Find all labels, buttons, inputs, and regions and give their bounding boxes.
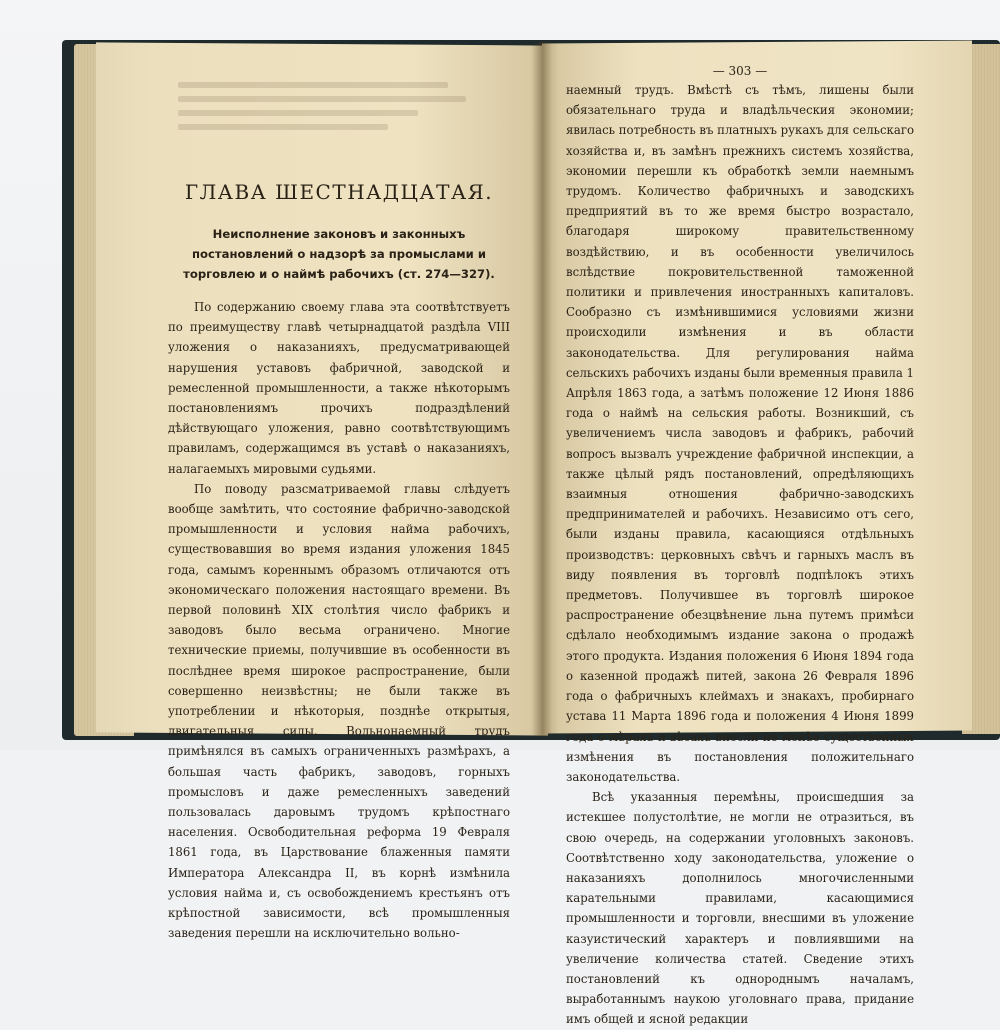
book-gutter xyxy=(532,42,552,736)
left-paragraph-2: По поводу разсматриваемой главы слѣдуетъ вообще замѣтить, что состояние фабрично-заводской промышленности и условия найма рабочихъ, существовавшия во время издания уложения 1845 года, самымъ кореннымъ образомъ отличаются отъ экономическаго положения настоящаго времени. Въ первой половинѣ XIX столѣтия число фабрикъ и заводовъ было весьма ограничено. Многие технические приемы, получившие въ особенности въ послѣднее время широкое распространение, были совершенно неизвѣстны; не были также въ употреблении и нѣкоторыя, позднѣе открытыя, двигательныя силы. Вольнонаемный трудъ примѣнялся въ самыхъ ограниченныхъ размѣрахъ, а большая часть фабрикъ, заводовъ, горныхъ промысловъ и даже ремесленныхъ заведений пользовалась даровымъ трудомъ крѣпостнаго населения. Освободительная реформа 19 Февраля 1861 года, въ Царствование блаженныя памяти Императора Александра II, въ корнѣ измѣнила условия найма и, съ освобождениемъ крестьянъ отъ крѣпостной зависимости, всѣ промышленныя заведения перешли на исключительно вольно- xyxy=(168,481,510,941)
left-page-text xyxy=(168,180,510,944)
page-number: — 303 — xyxy=(712,64,768,78)
chapter-subtitle: Неисполнение законовъ и законныхъ постановлений о надзорѣ за промыслами и торговлею и о наймѣ рабочихъ (ст. 274—327). xyxy=(183,227,495,281)
right-paragraph-1: наемный трудъ. Вмѣстѣ съ тѣмъ, лишены были обязательнаго труда и владѣльческия экономии; явилась потребность въ платныхъ рукахъ для сельскаго хозяйства и, въ замѣнъ прежнихъ системъ хозяйства, экономии перешли къ обработкѣ земли наемнымъ трудомъ. Количество фабричныхъ и заводскихъ предприятий въ то же время быстро возрастало, благодаря широкому правительственному воздѣйствию, и въ особенности увеличилось вслѣдствие покровительственной таможенной политики и привлечения иностранныхъ капиталовъ. Сообразно съ измѣнившимися условиями жизни происходили измѣнения и въ области законодательства. Для регулирования найма сельскихъ рабочихъ изданы были временныя правила 1 Апрѣля 1863 года, а затѣмъ положение 12 Июня 1886 года о наймѣ на сельския работы. Возникший, съ увеличениемъ числа заводовъ и фабрикъ, рабочий вопросъ вызвалъ учреждение фабричной инспекции, а также цѣлый рядъ постановлений, опредѣляющихъ взаимныя отношения фабрично-заводскихъ предпринимателей и рабочихъ. Независимо отъ сего, были изданы правила, касающияся отдѣльныхъ производствъ: церковныхъ свѣчъ и гарныхъ маслъ въ виду появления въ торговлѣ подпѣлокъ этихъ предметовъ. Получившее въ торговлѣ широкое распространение обезцвѣнение льна путемъ примѣси сдѣлало необходимымъ издание закона о продажѣ этого продукта. Издания положения 6 Июня 1894 года о казенной продажѣ питей, закона 26 Февраля 1896 года о фабричныхъ клеймахъ и знакахъ, пробирнаго устава 11 Марта 1896 года и положения 4 Июня 1899 года о мѣрахъ и вѣсахъ внесли не менѣе существенныя измѣнения въ постановления положительнаго законодательства. xyxy=(566,83,914,784)
left-paragraph-1: По содержанию своему глава эта соотвѣтствуетъ по преимуществу главѣ четырнадцатой раздѣла VIII уложения о наказанияхъ, предусматривающей нарушения уставовъ фабричной, заводской и ремесленной промышленности, а также нѣкоторымъ постановлениямъ прочихъ подраздѣлений дѣйствующаго уложения, равно соотвѣтствующимъ правиламъ, содержащимся въ уставѣ о наказанияхъ, налагаемыхъ мировыми судьями. xyxy=(168,300,510,476)
right-paragraph-2: Всѣ указанныя перемѣны, происшедшия за истекшее полустолѣтие, не могли не отразиться, въ свою очередь, на содержании уголовныхъ законовъ. Соотвѣтственно ходу законодательства, уложение о наказанияхъ дополнилось многочисленными карательными правилами, касающимися промышленности и торговли, внесшими въ уложение казуистический характеръ и повлиявшими на увеличение количества статей. Сведение этихъ постановлений къ однороднымъ началамъ, выработаннымъ наукою уголовнаго права, придание имъ общей и ясной редакции xyxy=(566,790,914,1027)
show-through-text xyxy=(178,82,478,142)
chapter-title: ГЛАВА ШЕСТНАДЦАТАЯ. xyxy=(184,180,494,204)
right-page-text xyxy=(566,64,914,1030)
